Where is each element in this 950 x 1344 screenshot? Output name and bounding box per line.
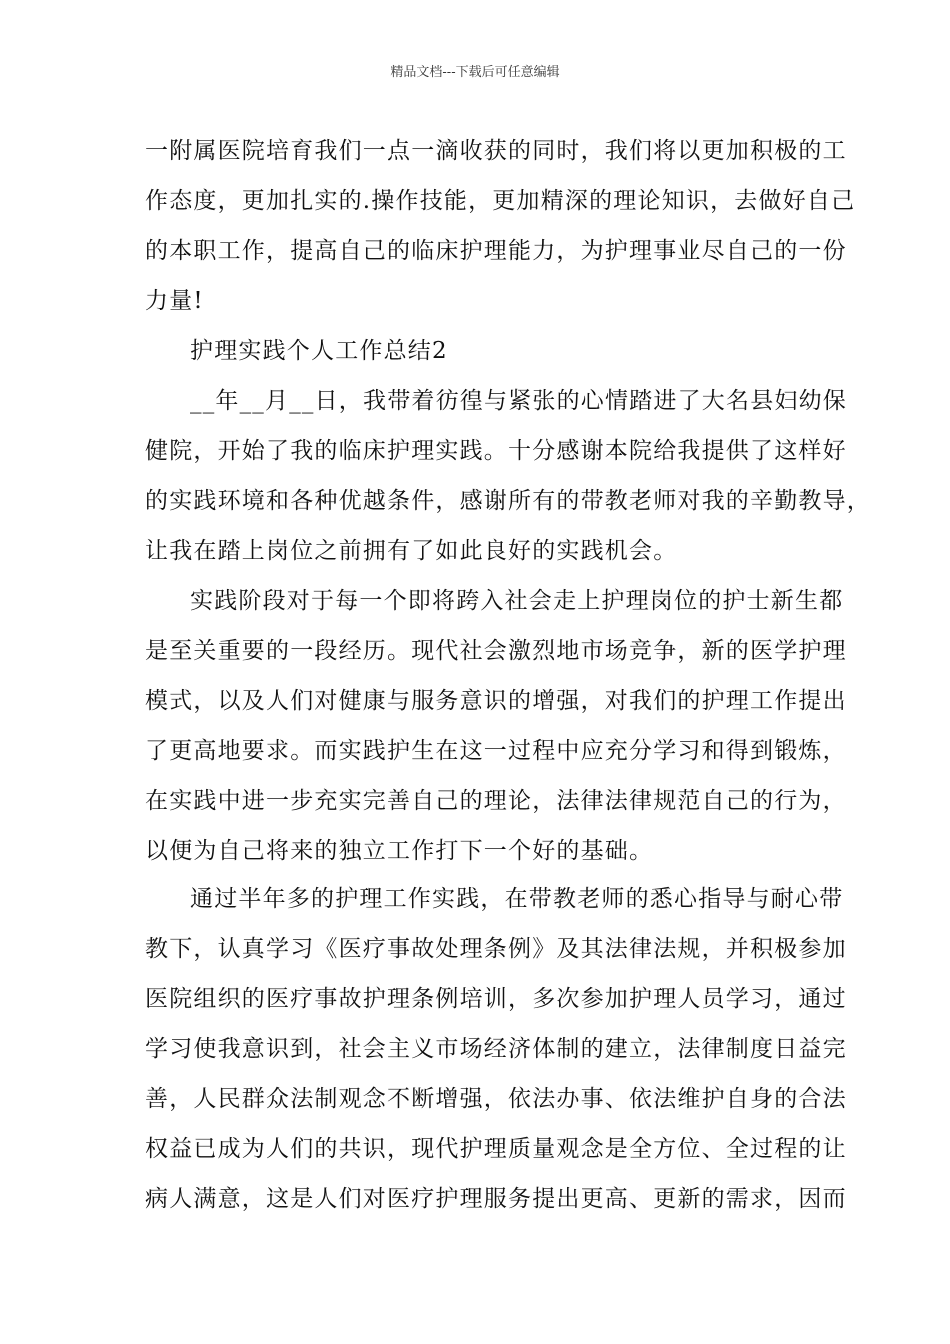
- text-line: 模式，以及人们对健康与服务意识的增强，对我们的护理工作提出: [145, 688, 847, 714]
- text-line: 学习使我意识到，社会主义市场经济体制的建立，法律制度日益完: [145, 1036, 847, 1062]
- text-line: 通过半年多的护理工作实践，在带教老师的悉心指导与耐心带: [190, 886, 844, 912]
- text-line: 实践阶段对于每一个即将跨入社会走上护理岗位的护士新生都: [190, 588, 844, 614]
- text-line: 病人满意，这是人们对医疗护理服务提出更高、更新的需求，因而: [145, 1186, 847, 1212]
- text-line: 医院组织的医疗事故护理条例培训，多次参加护理人员学习，通过: [145, 986, 847, 1012]
- text-line: 一附属医院培育我们一点一滴收获的同时，我们将以更加积极的工: [145, 138, 847, 164]
- text-line: 以便为自己将来的独立工作打下一个好的基础。: [145, 838, 654, 864]
- text-line: 健院，开始了我的临床护理实践。十分感谢本院给我提供了这样好: [145, 438, 847, 464]
- text-line: 权益已成为人们的共识，现代护理质量观念是全方位、全过程的让: [145, 1136, 847, 1162]
- text-line: 是至关重要的一段经历。现代社会激烈地市场竞争，新的医学护理: [145, 638, 847, 664]
- text-line: 的实践环境和各种优越条件，感谢所有的带教老师对我的辛勤教导，: [145, 488, 871, 514]
- text-line: 作态度，更加扎实的.操作技能，更加精深的理论知识，去做好自己: [145, 188, 856, 214]
- text-line: 教下，认真学习《医疗事故处理条例》及其法律法规，并积极参加: [145, 936, 847, 962]
- text-line: 力量!: [145, 288, 204, 314]
- page-header: 精品文档---下载后可任意编辑: [390, 65, 560, 80]
- section-heading: 护理实践个人工作总结2: [190, 338, 448, 364]
- text-line: 让我在踏上岗位之前拥有了如此良好的实践机会。: [145, 538, 678, 564]
- text-line: 在实践中进一步充实完善自己的理论，法律法律规范自己的行为，: [145, 788, 847, 814]
- text-line: 的本职工作，提高自己的临床护理能力，为护理事业尽自己的一份: [145, 238, 847, 264]
- text-line: 善，人民群众法制观念不断增强，依法办事、依法维护自身的合法: [145, 1086, 847, 1112]
- text-line: __年__月__日，我带着彷徨与紧张的心情踏进了大名县妇幼保: [190, 388, 847, 414]
- text-line: 了更高地要求。而实践护生在这一过程中应充分学习和得到锻炼，: [145, 738, 847, 764]
